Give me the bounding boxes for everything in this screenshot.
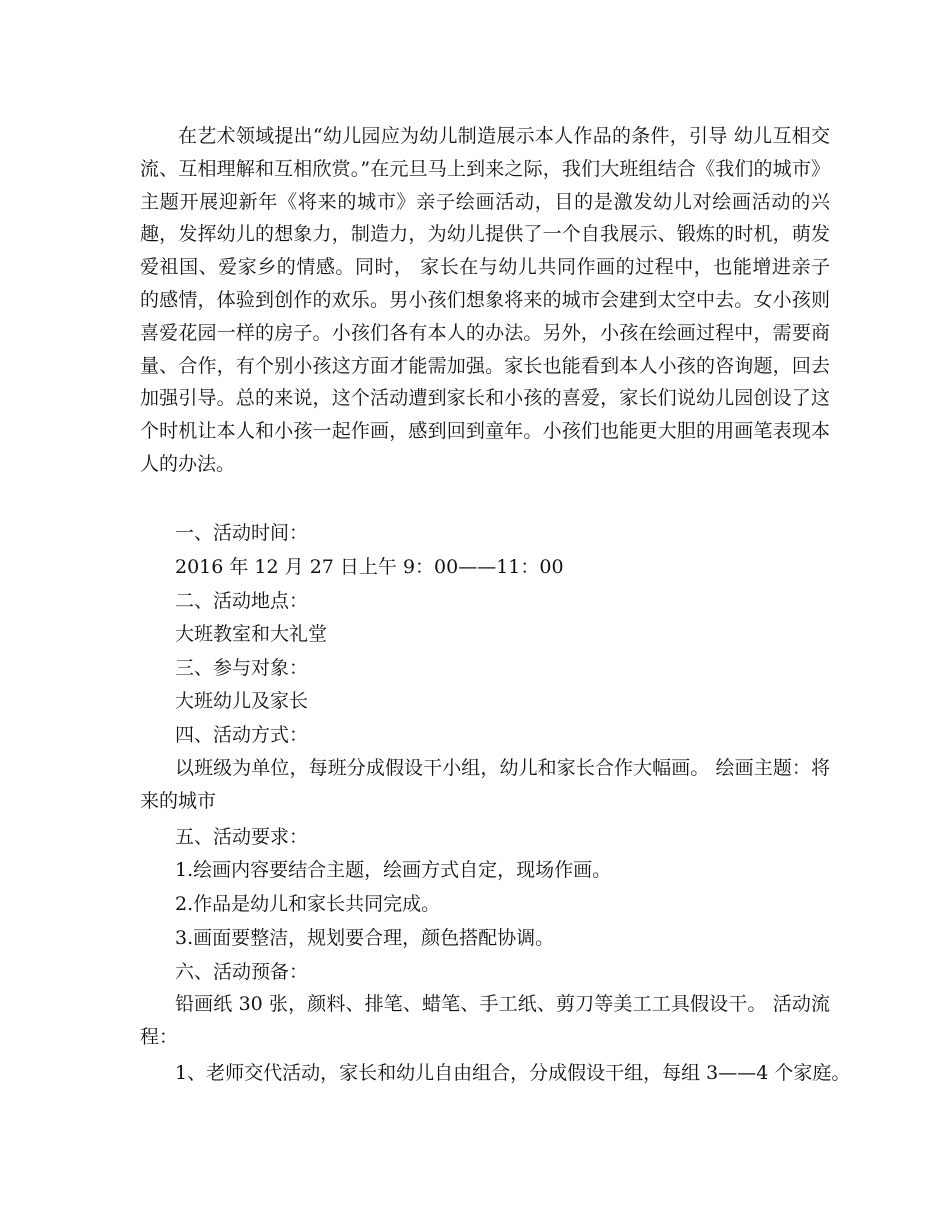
requirement-item: 3.画面要整洁，规划要合理，颜色搭配协调。 xyxy=(175,927,555,949)
section-heading-participants: 三、参与对象： xyxy=(175,657,309,679)
activity-participants: 大班幼儿及家长 xyxy=(175,690,309,712)
requirement-item: 1.绘画内容要结合主题，绘画方式自定，现场作画。 xyxy=(175,859,612,881)
activity-preparation: 铅画纸 30 张，颜料、排笔、蜡笔、手工纸、剪刀等美工工具假设干。 活动流程： xyxy=(140,993,830,1048)
activity-method: 以班级为单位，每班分成假设干小组，幼儿和家长合作大幅画。 绘画主题：将来的城市 xyxy=(140,757,830,812)
activity-location: 大班教室和大礼堂 xyxy=(175,623,328,645)
requirement-item: 2.作品是幼儿和家长共同完成。 xyxy=(175,893,441,915)
section-heading-method: 四、活动方式： xyxy=(175,724,309,746)
section-heading-location: 二、活动地点： xyxy=(175,590,309,612)
intro-paragraph: 在艺术领域提出“幼儿园应为幼儿制造展示本人作品的条件，引导 幼儿互相交流、互相理解和互相欣赏。”在元旦马上到来之际，我们大班组结合《我们的城市》主题开展迎新年《将来的城市》亲子绘画活动，目的是激发幼儿对绘画活动的兴趣，发挥幼儿的想象力，制造力，为幼儿提供了一个自我展示、锻炼的时机，萌发爱祖国、爱家乡的情感。同时， 家长在与幼儿共同作画的过程中，也能增进亲子的感情，体验到创作的欢乐。男小孩们想象将来的城市会建到太空中去。女小孩则喜爱花园一样的房子。小孩们各有本人的办法。另外，小孩在绘画过程中，需要商量、合作，有个别小孩这方面才能需加强。家长也能看到本人小孩的咨询题，回去加强引导。总的来说，这个活动遭到家长和小孩的喜爱，家长们说幼儿园创设了这个时机让本人和小孩一起作画，感到回到童年。小孩们也能更大胆的用画笔表现本人的办法。 xyxy=(140,125,830,475)
section-heading-time: 一、活动时间： xyxy=(175,522,309,544)
section-heading-requirements: 五、活动要求： xyxy=(175,826,309,848)
section-heading-preparation: 六、活动预备： xyxy=(175,961,309,983)
activity-time: 2016 年 12 月 27 日上午 9：00——11：00 xyxy=(175,556,564,578)
flow-step-1: 1、老师交代活动，家长和幼儿自由组合，分成假设干组，每组 3——4 个家庭。 xyxy=(175,1062,851,1084)
